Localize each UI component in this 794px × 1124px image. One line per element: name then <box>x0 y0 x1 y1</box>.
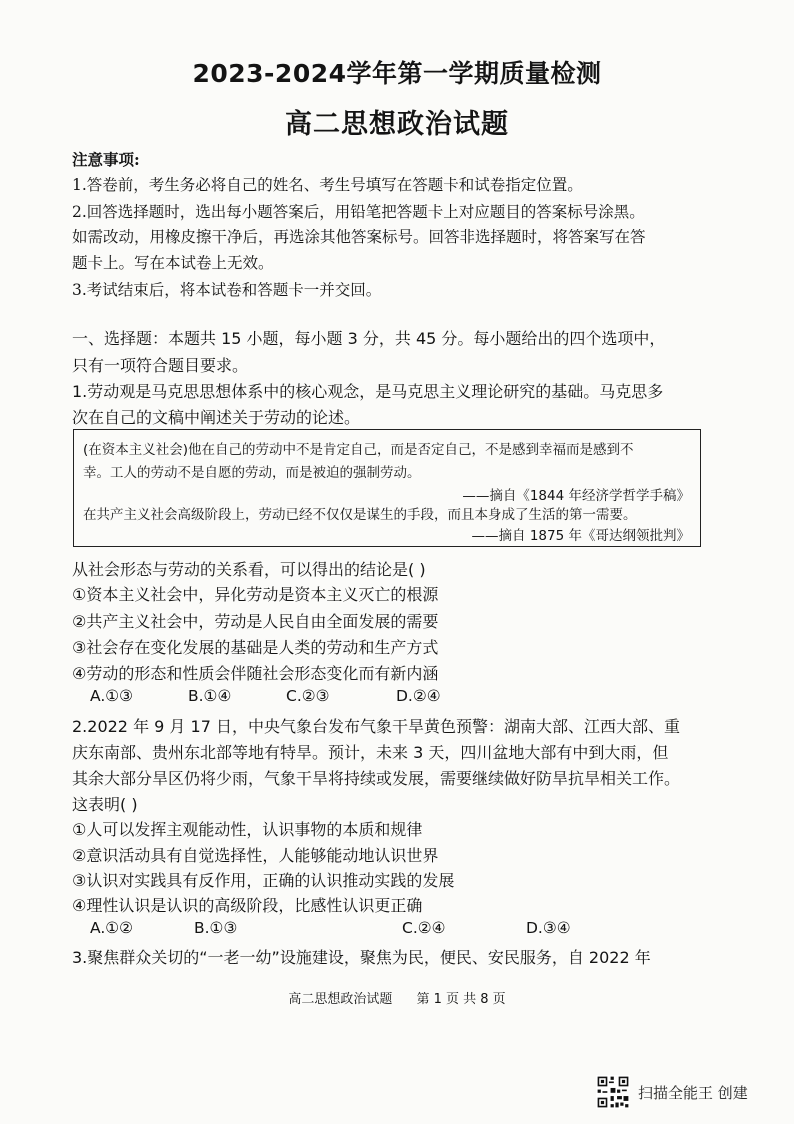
quote-text: 幸。工人的劳动不是自愿的劳动，而是被迫的强制劳动。 <box>83 465 421 481</box>
choice-statement: ①资本主义社会中，异化劳动是资本主义灭亡的根源 <box>72 585 439 604</box>
qr-code-icon <box>596 1075 630 1109</box>
quote-source: ——摘自《1844 年经济学哲学手稿》 <box>462 488 690 504</box>
section-instruction: 一、选择题：本题共 15 小题，每小题 3 分，共 45 分。每小题给出的四个选项中， <box>72 329 666 348</box>
choice-statement: ②意识活动具有自觉选择性，人能够能动地认识世界 <box>72 846 439 865</box>
quote-source: ——摘自 1875 年《哥达纲领批判》 <box>471 528 690 544</box>
notice-item: 1.答卷前，考生务必将自己的姓名、考生号填写在答题卡和试卷指定位置。 <box>72 176 583 194</box>
question-1-stem: 次在自己的文稿中阐述关于劳动的论述。 <box>72 408 361 427</box>
page-footer <box>0 988 794 1007</box>
choice-statement: ④劳动的形态和性质会伴随社会形态变化而有新内涵 <box>72 664 439 683</box>
footer-page-info: 第 1 页 共 8 页 <box>416 992 506 1007</box>
question-2-ask: 这表明( ) <box>72 795 138 814</box>
quote-box <box>73 429 701 547</box>
option-d: D.②④ <box>396 687 441 705</box>
quote-text: (在资本主义社会)他在自己的劳动中不是肯定自己，而是否定自己，不是感到幸福而是感到不 <box>83 442 634 458</box>
option-c: C.②④ <box>402 919 446 937</box>
footer-exam-name: 高二思想政治试题 <box>288 992 393 1007</box>
option-c: C.②③ <box>286 687 330 705</box>
question-2-stem: 庆东南部、贵州东北部等地有特旱。预计，未来 3 天，四川盆地大部有中到大雨，但 <box>72 743 669 762</box>
question-2-options <box>90 919 571 937</box>
question-3-stem: 3.聚焦群众关切的“一老一幼”设施建设，聚焦为民，便民、安民服务，自 2022 年 <box>72 948 651 967</box>
exam-title: 2023-2024学年第一学期质量检测 <box>192 59 602 88</box>
choice-statement: ③认识对实践具有反作用，正确的认识推动实践的发展 <box>72 871 455 890</box>
option-b: B.①④ <box>188 687 232 705</box>
exam-subtitle: 高二思想政治试题 <box>285 109 509 140</box>
option-a: A.①③ <box>90 687 134 705</box>
choice-statement: ④理性认识是认识的高级阶段，比感性认识更正确 <box>72 896 423 915</box>
notice-heading: 注意事项: <box>72 150 140 169</box>
notice-item: 2.回答选择题时，选出每小题答案后，用铅笔把答题卡上对应题目的答案标号涂黑。 <box>72 203 645 221</box>
option-d: D.③④ <box>526 919 571 937</box>
option-a: A.①② <box>90 919 134 937</box>
option-b: B.①③ <box>194 919 238 937</box>
notice-item: 3.考试结束后，将本试卷和答题卡一并交回。 <box>72 281 382 299</box>
choice-statement: ②共产主义社会中，劳动是人民自由全面发展的需要 <box>72 612 439 631</box>
choice-statement: ③社会存在变化发展的基础是人类的劳动和生产方式 <box>72 638 439 657</box>
notice-item: 题卡上。写在本试卷上无效。 <box>72 254 274 272</box>
quote-text: 在共产主义社会高级阶段上，劳动已经不仅仅是谋生的手段，而且本身成了生活的第一需要。 <box>83 507 637 523</box>
question-1-stem: 1.劳动观是马克思思想体系中的核心观念，是马克思主义理论研究的基础。马克思多 <box>72 382 664 401</box>
question-2-stem: 2.2022 年 9 月 17 日，中央气象台发布气象干旱黄色预警：湖南大部、江西大部、重 <box>72 717 680 736</box>
question-2-stem: 其余大部分旱区仍将少雨，气象干旱将持续或发展，需要继续做好防旱抗旱相关工作。 <box>72 769 681 788</box>
notice-item: 如需改动，用橡皮擦干净后，再选涂其他答案标号。回答非选择题时，将答案写在答 <box>72 228 646 246</box>
choice-statement: ①人可以发挥主观能动性，认识事物的本质和规律 <box>72 820 423 839</box>
question-1-ask: 从社会形态与劳动的关系看，可以得出的结论是( ) <box>72 560 426 579</box>
scanner-watermark <box>596 1074 748 1110</box>
watermark-text: 扫描全能王 创建 <box>638 1083 748 1102</box>
section-instruction: 只有一项符合题目要求。 <box>72 356 249 375</box>
question-1-options <box>90 687 441 705</box>
